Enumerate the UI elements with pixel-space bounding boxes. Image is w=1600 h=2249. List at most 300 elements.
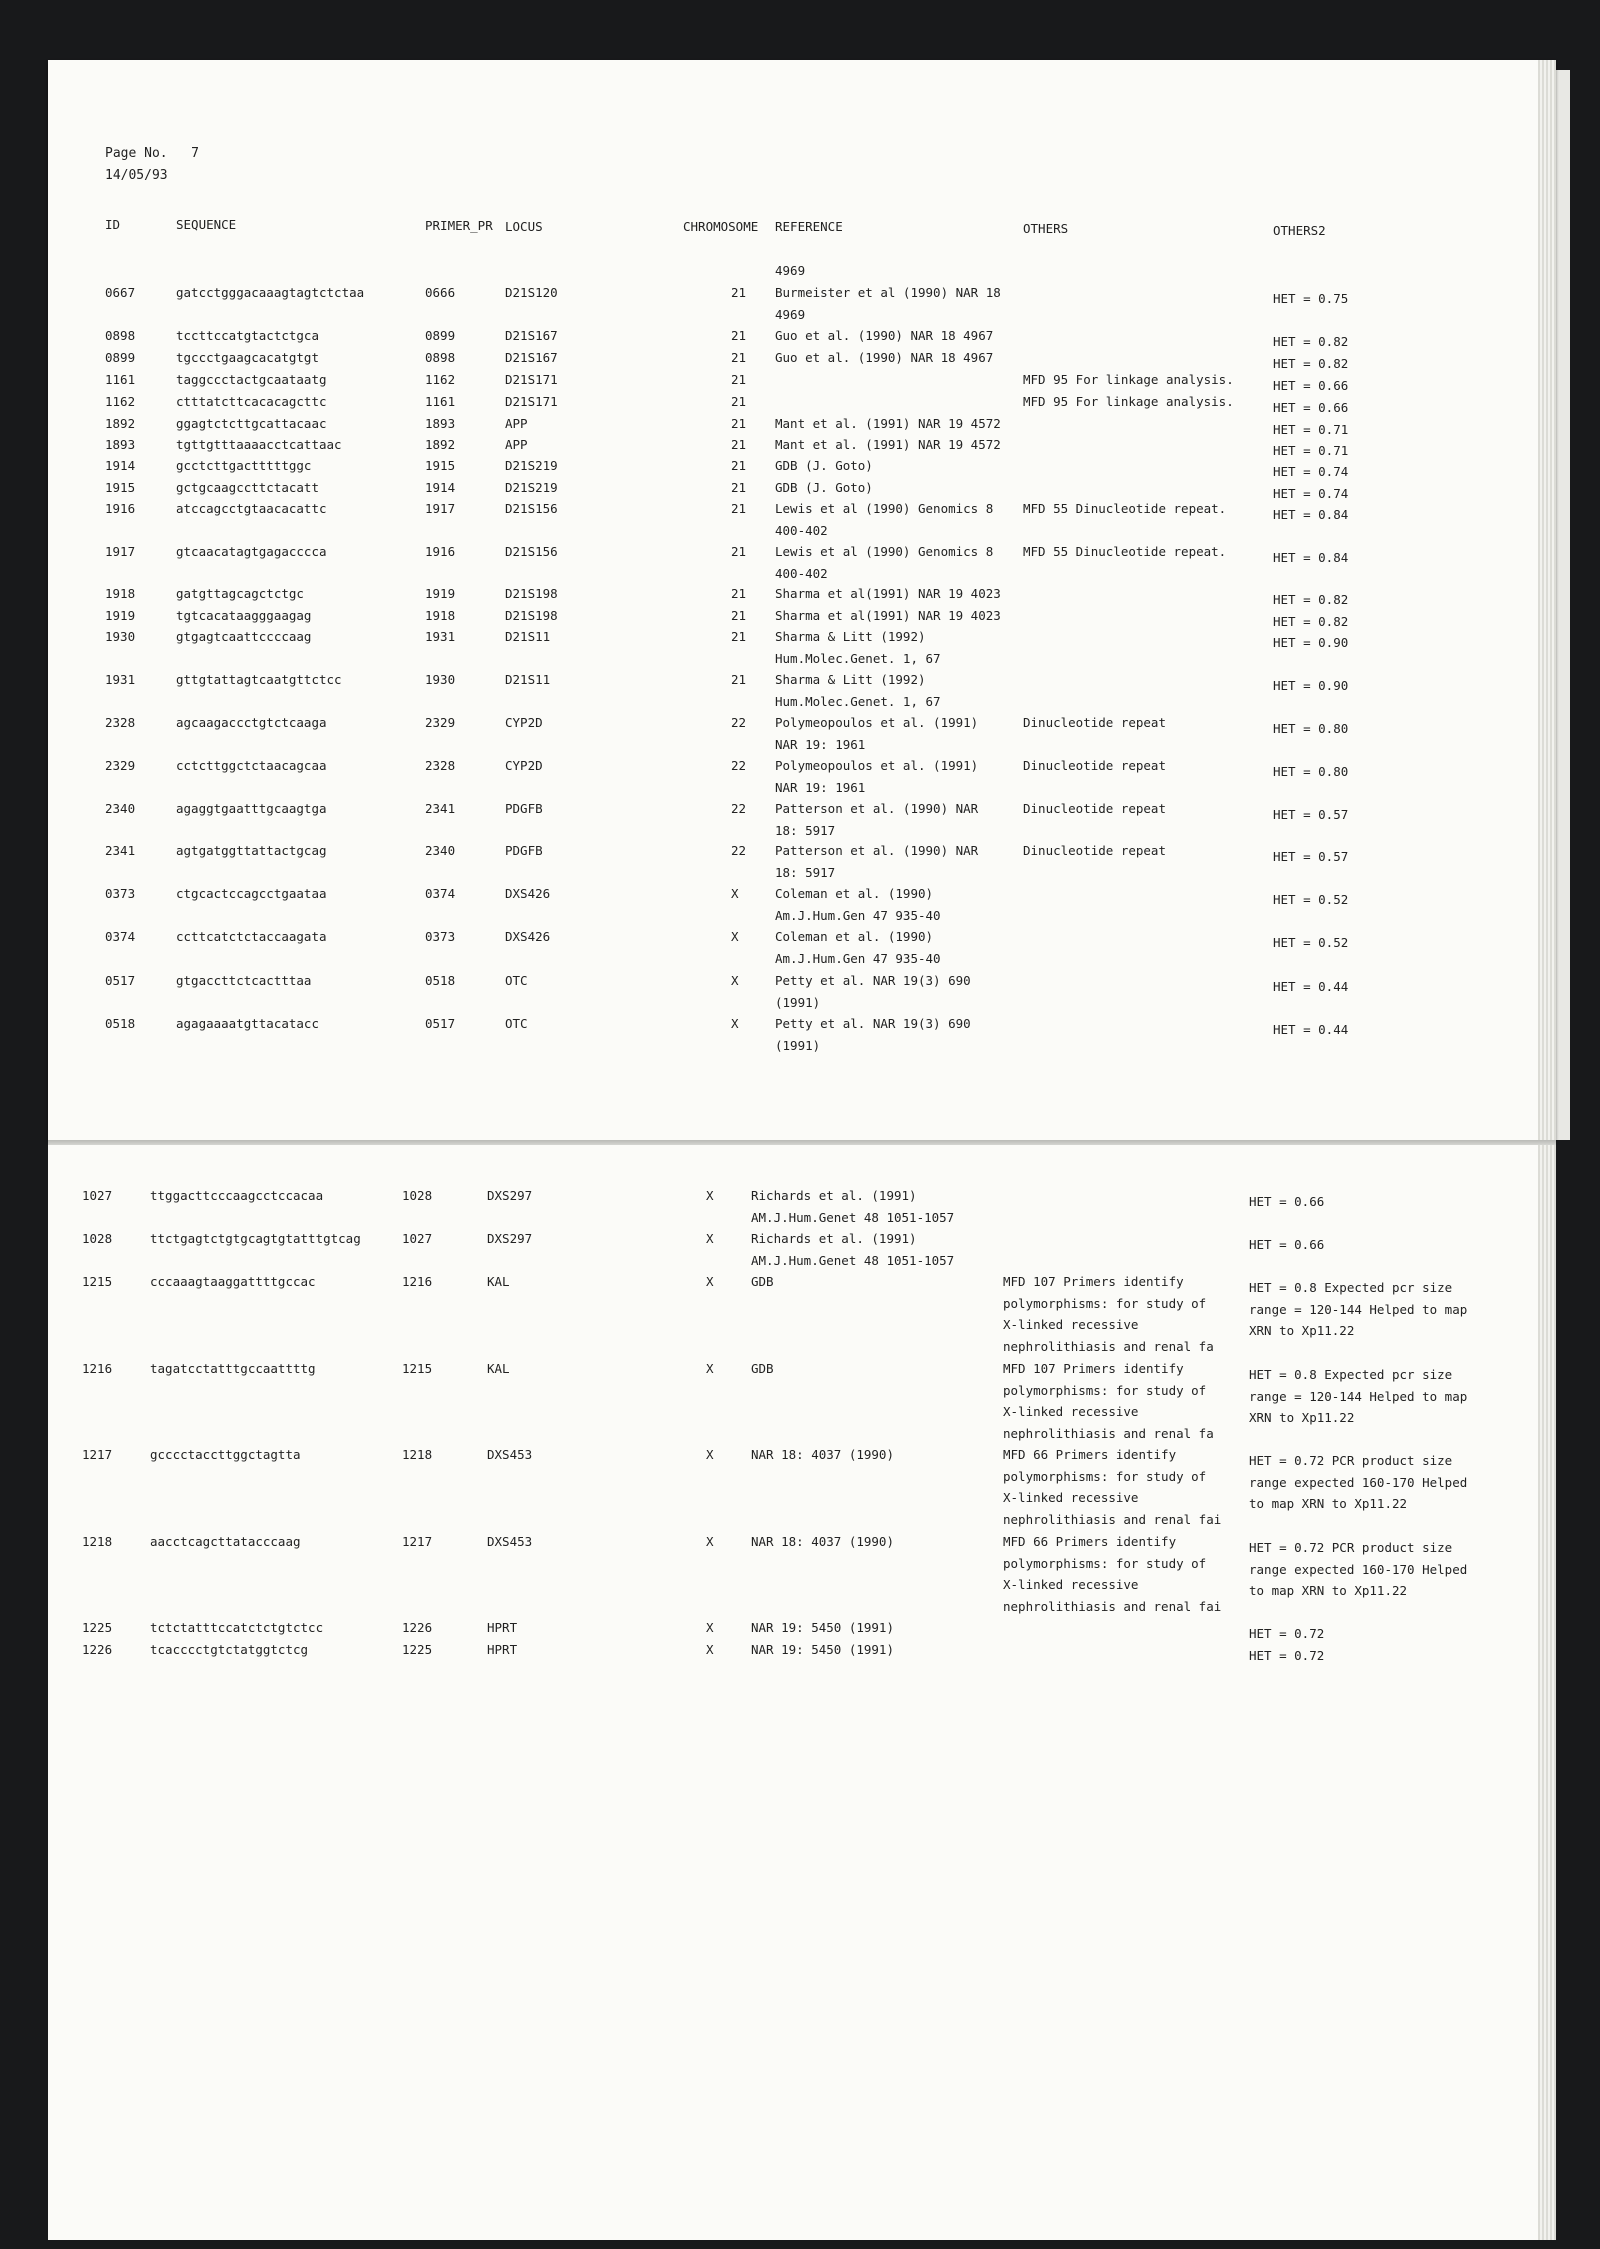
sequence-cell: gatgttagcagctctgc bbox=[176, 586, 304, 601]
others-cell-line: MFD 66 Primers identify bbox=[1003, 1447, 1177, 1462]
reference-cell bbox=[775, 755, 978, 798]
others2-cell-line: range expected 160-170 Helped bbox=[1249, 1561, 1468, 1577]
locus-cell: DXS426 bbox=[505, 886, 551, 901]
sequence-cell: ggagtctcttgcattacaac bbox=[176, 416, 327, 431]
id-cell: 2341 bbox=[105, 843, 136, 858]
primer-cell: 0518 bbox=[425, 973, 456, 988]
primer-cell: 0666 bbox=[425, 285, 456, 300]
primer-cell: 0373 bbox=[425, 929, 456, 944]
chromosome-cell: X bbox=[731, 973, 739, 988]
sequence-cell: agcaagaccctgtctcaaga bbox=[176, 715, 327, 730]
others2-cell-line: HET = 0.84 bbox=[1273, 550, 1349, 565]
col-reference-header: REFERENCE bbox=[775, 219, 843, 234]
others-cell bbox=[1023, 369, 1234, 391]
sequence-cell: tctctatttccatctctgtctcc bbox=[150, 1620, 324, 1635]
locus-cell: DXS453 bbox=[487, 1534, 533, 1549]
locus-cell: APP bbox=[505, 437, 528, 452]
sequence-cell: agaggtgaatttgcaagtga bbox=[176, 801, 327, 816]
page-number: 7 bbox=[191, 146, 199, 161]
others2-cell bbox=[1273, 461, 1348, 483]
others2-cell bbox=[1273, 611, 1348, 633]
others-cell-line: Dinucleotide repeat bbox=[1023, 758, 1166, 773]
others2-cell bbox=[1249, 1645, 1324, 1667]
primer-cell: 1931 bbox=[425, 629, 456, 644]
others2-cell bbox=[1249, 1364, 1467, 1429]
others2-cell bbox=[1273, 288, 1348, 310]
primer-cell: 1918 bbox=[425, 608, 456, 623]
reference-cell-line: Polymeopoulos et al. (1991) bbox=[775, 758, 979, 773]
others2-cell bbox=[1273, 976, 1348, 998]
reference-cell-line: NAR 19: 1961 bbox=[775, 736, 866, 752]
primer-cell: 1914 bbox=[425, 480, 456, 495]
others-cell bbox=[1003, 1531, 1221, 1617]
others2-cell bbox=[1249, 1234, 1324, 1256]
locus-cell: D21S11 bbox=[505, 672, 551, 687]
others-cell-line: MFD 107 Primers identify bbox=[1003, 1274, 1184, 1289]
id-cell: 2328 bbox=[105, 715, 136, 730]
others2-cell-line: XRN to Xp11.22 bbox=[1249, 1410, 1355, 1425]
sequence-cell: taggccctactgcaataatg bbox=[176, 372, 327, 387]
sequence-cell: agtgatggttattactgcag bbox=[176, 843, 327, 858]
primer-cell: 1892 bbox=[425, 437, 456, 452]
others2-cell bbox=[1273, 331, 1348, 353]
primer-cell: 1225 bbox=[402, 1642, 433, 1657]
others2-cell-line: to map XRN to Xp11.22 bbox=[1249, 1583, 1408, 1598]
reference-cell-line: GDB bbox=[751, 1361, 774, 1376]
others-cell bbox=[1023, 541, 1226, 563]
locus-cell: KAL bbox=[487, 1274, 510, 1289]
others2-cell bbox=[1273, 547, 1348, 569]
sequence-cell: tgttgtttaaaacctcattaac bbox=[176, 437, 342, 452]
reference-cell-line: Richards et al. (1991) bbox=[751, 1231, 917, 1246]
col-sequence-header: SEQUENCE bbox=[176, 217, 237, 232]
others2-cell bbox=[1249, 1277, 1467, 1342]
reference-cell bbox=[775, 434, 1001, 456]
primer-cell: 1162 bbox=[425, 372, 456, 387]
others2-cell-line: HET = 0.72 PCR product size bbox=[1249, 1453, 1453, 1468]
reference-cell-line: 400-402 bbox=[775, 522, 828, 538]
others2-cell bbox=[1273, 761, 1348, 783]
sequence-cell: tgccctgaagcacatgtgt bbox=[176, 350, 319, 365]
reference-cell bbox=[775, 413, 1001, 435]
others2-cell-line: HET = 0.52 bbox=[1273, 892, 1349, 907]
col-id-header: ID bbox=[105, 217, 121, 232]
others2-cell-line: HET = 0.72 bbox=[1249, 1648, 1325, 1663]
id-cell: 1218 bbox=[82, 1534, 113, 1549]
reference-cell bbox=[751, 1228, 954, 1271]
reference-cell-line: Polymeopoulos et al. (1991) bbox=[775, 715, 979, 730]
reference-cell-line: 18: 5917 bbox=[775, 864, 836, 880]
others2-cell-line: HET = 0.82 bbox=[1273, 334, 1349, 349]
chromosome-cell: X bbox=[706, 1620, 714, 1635]
chromosome-cell: 21 bbox=[731, 372, 747, 387]
primer-cell: 2328 bbox=[425, 758, 456, 773]
sequence-cell: tccttccatgtactctgca bbox=[176, 328, 319, 343]
locus-cell: DXS453 bbox=[487, 1447, 533, 1462]
locus-cell: DXS297 bbox=[487, 1188, 533, 1203]
others-cell-line: X-linked recessive bbox=[1003, 1404, 1139, 1419]
others2-cell bbox=[1273, 440, 1348, 462]
primer-cell: 2329 bbox=[425, 715, 456, 730]
page-number-line bbox=[105, 144, 199, 164]
reference-cell-line: AM.J.Hum.Genet 48 1051-1057 bbox=[751, 1252, 955, 1268]
reference-cell-line: Am.J.Hum.Gen 47 935-40 bbox=[775, 950, 941, 966]
others-cell-line: X-linked recessive bbox=[1003, 1317, 1139, 1332]
locus-cell: D21S198 bbox=[505, 586, 558, 601]
sequence-cell: tagatcctatttgccaattttg bbox=[150, 1361, 316, 1376]
reference-cell-line: Coleman et al. (1990) bbox=[775, 886, 934, 901]
locus-cell: OTC bbox=[505, 1016, 528, 1031]
chromosome-cell: X bbox=[706, 1447, 714, 1462]
reference-cell-line: 400-402 bbox=[775, 565, 828, 581]
id-cell: 1918 bbox=[105, 586, 136, 601]
reference-cell bbox=[775, 883, 941, 926]
primer-cell: 1027 bbox=[402, 1231, 433, 1246]
primer-cell: 1916 bbox=[425, 544, 456, 559]
locus-cell: D21S198 bbox=[505, 608, 558, 623]
others2-cell bbox=[1273, 932, 1348, 954]
locus-cell: D21S171 bbox=[505, 394, 558, 409]
reference-cell-line: Guo et al. (1990) NAR 18 4967 bbox=[775, 328, 994, 343]
reference-cell bbox=[775, 347, 993, 369]
others2-cell-line: HET = 0.66 bbox=[1273, 378, 1349, 393]
others2-cell-line: HET = 0.90 bbox=[1273, 678, 1349, 693]
others2-cell bbox=[1273, 589, 1348, 611]
primer-cell: 1915 bbox=[425, 458, 456, 473]
others-cell-line: Dinucleotide repeat bbox=[1023, 843, 1166, 858]
others2-cell bbox=[1273, 504, 1348, 526]
upper-page bbox=[48, 60, 1556, 1140]
reference-cell bbox=[775, 1013, 971, 1056]
primer-cell: 1161 bbox=[425, 394, 456, 409]
primer-cell: 0517 bbox=[425, 1016, 456, 1031]
col-locus-header: LOCUS bbox=[505, 219, 543, 234]
others-cell-line: polymorphisms: for study of bbox=[1003, 1382, 1207, 1398]
others-cell bbox=[1023, 391, 1234, 413]
others-cell bbox=[1023, 798, 1166, 820]
id-cell: 1916 bbox=[105, 501, 136, 516]
others-cell bbox=[1023, 840, 1166, 862]
chromosome-cell: X bbox=[706, 1188, 714, 1203]
chromosome-cell: X bbox=[706, 1642, 714, 1657]
reference-cell-line: AM.J.Hum.Genet 48 1051-1057 bbox=[751, 1209, 955, 1225]
primer-cell: 1226 bbox=[402, 1620, 433, 1635]
reference-cell bbox=[775, 605, 1001, 627]
others2-cell-line: XRN to Xp11.22 bbox=[1249, 1323, 1355, 1338]
carry-over-reference: 4969 bbox=[775, 263, 806, 278]
locus-cell: D21S219 bbox=[505, 458, 558, 473]
id-cell: 1162 bbox=[105, 394, 136, 409]
chromosome-cell: 22 bbox=[731, 715, 747, 730]
others2-cell-line: HET = 0.66 bbox=[1249, 1194, 1325, 1209]
reference-cell-line: NAR 19: 5450 (1991) bbox=[751, 1620, 894, 1635]
sequence-cell: atccagcctgtaacacattc bbox=[176, 501, 327, 516]
id-cell: 1215 bbox=[82, 1274, 113, 1289]
locus-cell: CYP2D bbox=[505, 715, 543, 730]
others2-cell-line: HET = 0.84 bbox=[1273, 507, 1349, 522]
id-cell: 1931 bbox=[105, 672, 136, 687]
others2-cell bbox=[1273, 483, 1348, 505]
id-cell: 1217 bbox=[82, 1447, 113, 1462]
id-cell: 0517 bbox=[105, 973, 136, 988]
chromosome-cell: 22 bbox=[731, 843, 747, 858]
chromosome-cell: 21 bbox=[731, 416, 747, 431]
sequence-cell: gatcctgggacaaagtagtctctaa bbox=[176, 285, 365, 300]
id-cell: 0374 bbox=[105, 929, 136, 944]
others2-cell-line: HET = 0.74 bbox=[1273, 486, 1349, 501]
reference-cell bbox=[751, 1185, 954, 1228]
sequence-cell: ccttcatctctaccaagata bbox=[176, 929, 327, 944]
print-date: 14/05/93 bbox=[105, 168, 168, 183]
chromosome-cell: 21 bbox=[731, 437, 747, 452]
others2-cell-line: to map XRN to Xp11.22 bbox=[1249, 1496, 1408, 1511]
col-others-header: OTHERS bbox=[1023, 221, 1069, 236]
sequence-cell: ttctgagtctgtgcagtgtatttgtcag bbox=[150, 1231, 361, 1246]
chromosome-cell: X bbox=[731, 1016, 739, 1031]
locus-cell: D21S120 bbox=[505, 285, 558, 300]
others-cell-line: Dinucleotide repeat bbox=[1023, 715, 1166, 730]
id-cell: 1161 bbox=[105, 372, 136, 387]
chromosome-cell: 21 bbox=[731, 350, 747, 365]
others-cell-line: polymorphisms: for study of bbox=[1003, 1295, 1207, 1311]
locus-cell: PDGFB bbox=[505, 801, 543, 816]
reference-cell bbox=[775, 970, 971, 1013]
sequence-cell: ctttatcttcacacagcttc bbox=[176, 394, 327, 409]
sequence-cell: gtgaccttctcactttaa bbox=[176, 973, 312, 988]
col-primer-header: PRIMER_PR bbox=[425, 218, 493, 233]
reference-cell-line: NAR 18: 4037 (1990) bbox=[751, 1447, 894, 1462]
others2-cell-line: HET = 0.52 bbox=[1273, 935, 1349, 950]
chromosome-cell: X bbox=[706, 1274, 714, 1289]
chromosome-cell: X bbox=[731, 886, 739, 901]
reference-cell-line: NAR 19: 5450 (1991) bbox=[751, 1642, 894, 1657]
others-cell-line: nephrolithiasis and renal fai bbox=[1003, 1598, 1222, 1614]
reference-cell bbox=[775, 840, 978, 883]
others-cell bbox=[1003, 1444, 1221, 1530]
others-cell-line: Dinucleotide repeat bbox=[1023, 801, 1166, 816]
reference-cell-line: Guo et al. (1990) NAR 18 4967 bbox=[775, 350, 994, 365]
others-cell-line: MFD 55 Dinucleotide repeat. bbox=[1023, 544, 1227, 559]
id-cell: 1892 bbox=[105, 416, 136, 431]
reference-cell bbox=[775, 669, 941, 712]
id-cell: 2329 bbox=[105, 758, 136, 773]
chromosome-cell: 22 bbox=[731, 758, 747, 773]
primer-cell: 1217 bbox=[402, 1534, 433, 1549]
primer-cell: 1216 bbox=[402, 1274, 433, 1289]
primer-cell: 1028 bbox=[402, 1188, 433, 1203]
reference-cell-line: Petty et al. NAR 19(3) 690 bbox=[775, 1016, 971, 1031]
chromosome-cell: X bbox=[706, 1534, 714, 1549]
chromosome-cell: 21 bbox=[731, 328, 747, 343]
others2-cell-line: HET = 0.90 bbox=[1273, 635, 1349, 650]
chromosome-cell: X bbox=[706, 1231, 714, 1246]
reference-cell bbox=[775, 325, 993, 347]
chromosome-cell: 22 bbox=[731, 801, 747, 816]
sequence-cell: aacctcagcttatacccaag bbox=[150, 1534, 301, 1549]
col-others2-header: OTHERS2 bbox=[1273, 223, 1326, 238]
reference-cell bbox=[751, 1617, 894, 1639]
others2-cell bbox=[1273, 419, 1348, 441]
reference-cell bbox=[775, 626, 941, 669]
others2-cell bbox=[1273, 375, 1348, 397]
id-cell: 1919 bbox=[105, 608, 136, 623]
reference-cell bbox=[751, 1271, 774, 1293]
locus-cell: D21S167 bbox=[505, 328, 558, 343]
others-cell-line: nephrolithiasis and renal fa bbox=[1003, 1338, 1214, 1354]
others-cell bbox=[1003, 1358, 1214, 1444]
others-cell-line: nephrolithiasis and renal fai bbox=[1003, 1511, 1222, 1527]
primer-cell: 2340 bbox=[425, 843, 456, 858]
reference-cell-line: Petty et al. NAR 19(3) 690 bbox=[775, 973, 971, 988]
reference-cell-line: Mant et al. (1991) NAR 19 4572 bbox=[775, 437, 1001, 452]
locus-cell: D21S167 bbox=[505, 350, 558, 365]
id-cell: 0898 bbox=[105, 328, 136, 343]
locus-cell: HPRT bbox=[487, 1620, 518, 1635]
chromosome-cell: X bbox=[731, 929, 739, 944]
locus-cell: DXS297 bbox=[487, 1231, 533, 1246]
reference-cell bbox=[775, 282, 1001, 325]
others-cell bbox=[1023, 498, 1226, 520]
others2-cell-line: HET = 0.44 bbox=[1273, 979, 1349, 994]
locus-cell: DXS426 bbox=[505, 929, 551, 944]
id-cell: 1216 bbox=[82, 1361, 113, 1376]
others2-cell bbox=[1273, 718, 1348, 740]
reference-cell-line: GDB (J. Goto) bbox=[775, 480, 873, 495]
primer-cell: 1218 bbox=[402, 1447, 433, 1462]
sequence-cell: cccaaagtaaggattttgccac bbox=[150, 1274, 316, 1289]
reference-cell bbox=[751, 1531, 894, 1553]
others2-cell bbox=[1273, 889, 1348, 911]
chromosome-cell: X bbox=[706, 1361, 714, 1376]
primer-cell: 1215 bbox=[402, 1361, 433, 1376]
others-cell-line: polymorphisms: for study of bbox=[1003, 1468, 1207, 1484]
reference-cell bbox=[775, 798, 978, 841]
id-cell: 1917 bbox=[105, 544, 136, 559]
others2-cell-line: range expected 160-170 Helped bbox=[1249, 1474, 1468, 1490]
others2-cell bbox=[1273, 675, 1348, 697]
reference-cell bbox=[751, 1639, 894, 1661]
others2-cell-line: HET = 0.57 bbox=[1273, 849, 1349, 864]
others2-cell bbox=[1249, 1450, 1467, 1515]
reference-cell-line: Hum.Molec.Genet. 1, 67 bbox=[775, 650, 941, 666]
reference-cell-line: Sharma & Litt (1992) bbox=[775, 629, 926, 644]
reference-cell bbox=[751, 1444, 894, 1466]
sequence-cell: gtgagtcaattccccaag bbox=[176, 629, 312, 644]
chromosome-cell: 21 bbox=[731, 629, 747, 644]
primer-cell: 0374 bbox=[425, 886, 456, 901]
others-cell-line: MFD 107 Primers identify bbox=[1003, 1361, 1184, 1376]
reference-cell bbox=[775, 477, 873, 499]
locus-cell: D21S219 bbox=[505, 480, 558, 495]
reference-cell-line: Lewis et al (1990) Genomics 8 bbox=[775, 501, 994, 516]
others2-cell-line: HET = 0.72 bbox=[1249, 1626, 1325, 1641]
others2-cell-line: HET = 0.44 bbox=[1273, 1022, 1349, 1037]
id-cell: 1930 bbox=[105, 629, 136, 644]
page-label: Page No. bbox=[105, 146, 168, 161]
others-cell-line: MFD 95 For linkage analysis. bbox=[1023, 394, 1234, 409]
others2-cell bbox=[1249, 1537, 1467, 1602]
id-cell: 0667 bbox=[105, 285, 136, 300]
sequence-cell: gttgtattagtcaatgttctcc bbox=[176, 672, 342, 687]
others2-cell-line: HET = 0.8 Expected pcr size bbox=[1249, 1280, 1453, 1295]
reference-cell-line: GDB (J. Goto) bbox=[775, 458, 873, 473]
reference-cell-line: Am.J.Hum.Gen 47 935-40 bbox=[775, 907, 941, 923]
primer-cell: 0898 bbox=[425, 350, 456, 365]
others2-cell-line: HET = 0.82 bbox=[1273, 614, 1349, 629]
others2-cell-line: HET = 0.57 bbox=[1273, 807, 1349, 822]
reference-cell-line: Sharma et al(1991) NAR 19 4023 bbox=[775, 608, 1001, 623]
page-edge-stack bbox=[1538, 60, 1556, 1140]
locus-cell: D21S11 bbox=[505, 629, 551, 644]
others2-cell bbox=[1273, 1019, 1348, 1041]
reference-cell-line: 18: 5917 bbox=[775, 822, 836, 838]
id-cell: 1893 bbox=[105, 437, 136, 452]
others2-cell-line: HET = 0.75 bbox=[1273, 291, 1349, 306]
others-cell-line: nephrolithiasis and renal fa bbox=[1003, 1425, 1214, 1441]
others2-cell bbox=[1249, 1623, 1324, 1645]
locus-cell: D21S171 bbox=[505, 372, 558, 387]
id-cell: 0373 bbox=[105, 886, 136, 901]
others2-cell bbox=[1273, 353, 1348, 375]
others2-cell-line: HET = 0.66 bbox=[1249, 1237, 1325, 1252]
locus-cell: APP bbox=[505, 416, 528, 431]
others2-cell-line: range = 120-144 Helped to map bbox=[1249, 1388, 1468, 1404]
reference-cell bbox=[751, 1358, 774, 1380]
reference-cell-line: (1991) bbox=[775, 1037, 821, 1053]
sequence-cell: agagaaaatgttacatacc bbox=[176, 1016, 319, 1031]
chromosome-cell: 21 bbox=[731, 458, 747, 473]
others-cell-line: MFD 66 Primers identify bbox=[1003, 1534, 1177, 1549]
others2-cell-line: HET = 0.82 bbox=[1273, 592, 1349, 607]
locus-cell: CYP2D bbox=[505, 758, 543, 773]
sequence-cell: tcacccctgtctatggtctcg bbox=[150, 1642, 309, 1657]
reference-cell bbox=[775, 455, 873, 477]
others2-cell-line: HET = 0.8 Expected pcr size bbox=[1249, 1367, 1453, 1382]
locus-cell: PDGFB bbox=[505, 843, 543, 858]
others-cell bbox=[1003, 1271, 1214, 1357]
others2-cell bbox=[1273, 397, 1348, 419]
others-cell-line: MFD 55 Dinucleotide repeat. bbox=[1023, 501, 1227, 516]
reference-cell bbox=[775, 926, 941, 969]
id-cell: 1915 bbox=[105, 480, 136, 495]
others2-cell bbox=[1249, 1191, 1324, 1213]
chromosome-cell: 21 bbox=[731, 501, 747, 516]
id-cell: 0518 bbox=[105, 1016, 136, 1031]
reference-cell-line: Patterson et al. (1990) NAR bbox=[775, 843, 979, 858]
others-cell-line: X-linked recessive bbox=[1003, 1490, 1139, 1505]
locus-cell: D21S156 bbox=[505, 501, 558, 516]
others2-cell bbox=[1273, 846, 1348, 868]
others-cell-line: X-linked recessive bbox=[1003, 1577, 1139, 1592]
page-edge-stack-lower bbox=[1538, 1145, 1556, 2240]
others2-cell-line: HET = 0.74 bbox=[1273, 464, 1349, 479]
locus-cell: OTC bbox=[505, 973, 528, 988]
others2-cell-line: HET = 0.71 bbox=[1273, 443, 1349, 458]
reference-cell-line: GDB bbox=[751, 1274, 774, 1289]
sequence-cell: tgtcacataagggaagag bbox=[176, 608, 312, 623]
others-cell-line: MFD 95 For linkage analysis. bbox=[1023, 372, 1234, 387]
locus-cell: HPRT bbox=[487, 1642, 518, 1657]
sequence-cell: ctgcactccagcctgaataa bbox=[176, 886, 327, 901]
id-cell: 1226 bbox=[82, 1642, 113, 1657]
others2-cell bbox=[1273, 632, 1348, 654]
reference-cell-line: (1991) bbox=[775, 994, 821, 1010]
reference-cell-line: Coleman et al. (1990) bbox=[775, 929, 934, 944]
sequence-cell: cctcttggctctaacagcaa bbox=[176, 758, 327, 773]
others-cell bbox=[1023, 755, 1166, 777]
reference-cell bbox=[775, 541, 993, 584]
chromosome-cell: 21 bbox=[731, 608, 747, 623]
